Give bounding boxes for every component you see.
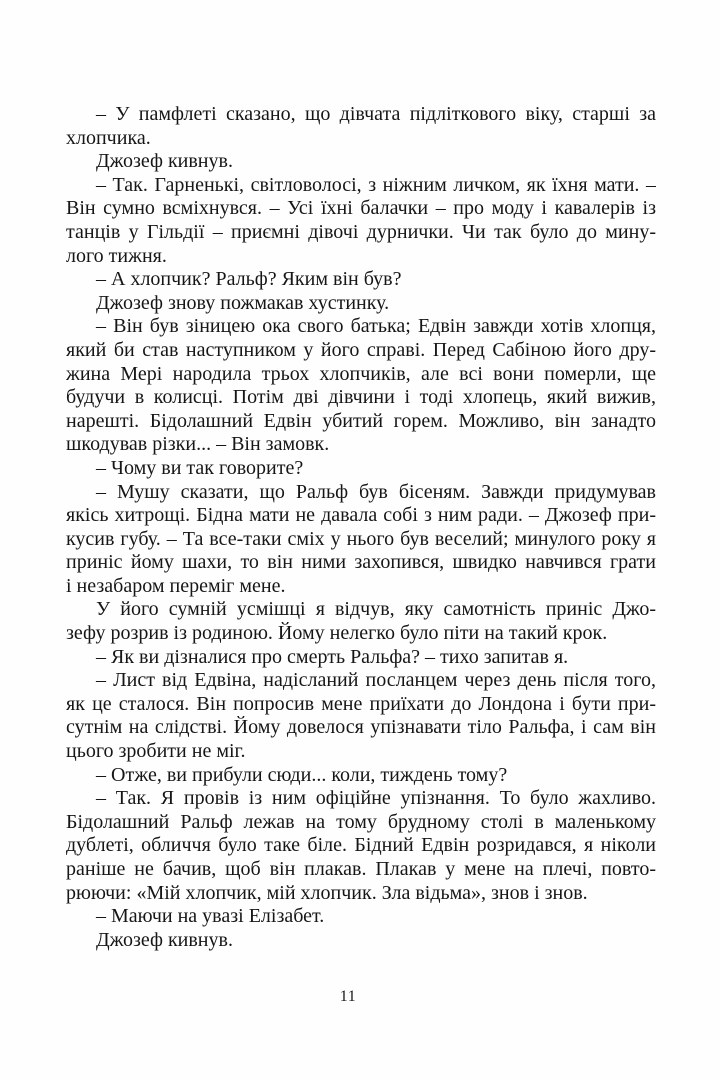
paragraph	[66, 315, 656, 457]
text-line: У його сумній усмішці я відчув, яку самотність приніс Джо-	[96, 598, 656, 621]
text-line: – Маючи на увазі Елізабет.	[96, 905, 325, 928]
paragraph	[66, 268, 656, 292]
text-line: – Чому ви так говорите?	[96, 456, 304, 479]
paragraph	[66, 669, 656, 763]
text-line: цього зробити не міг.	[66, 740, 246, 763]
text-line: кусив губу. – Та все-таки сміх у нього був веселий; минулого року я	[66, 527, 656, 550]
text-line: зефу розрив із родиною. Йому нелегко було піти на такий крок.	[66, 622, 608, 645]
text-line: Бідолашний Ральф лежав на тому брудному столі в маленькому	[66, 810, 656, 833]
text-line: Джозеф кивнув.	[96, 928, 233, 951]
text-line: – У памфлеті сказано, що дівчата підліткового віку, старші за	[96, 103, 656, 125]
paragraph	[66, 646, 656, 670]
text-line: – Як ви дізналися про смерть Ральфа? – тихо запитав я.	[96, 645, 569, 668]
text-line: сутнім на слідстві. Йому довелося упізнавати тіло Ральфа, і сам він	[66, 716, 656, 739]
paragraph	[66, 103, 656, 150]
text-block	[66, 103, 656, 952]
text-line: – Отже, ви прибули сюди... коли, тиждень тому?	[96, 763, 508, 786]
text-line: який би став наступником у його справі. Перед Сабіною його дру-	[66, 338, 656, 361]
text-line: Джозеф знову пожмакав хустинку.	[96, 291, 390, 314]
text-line: нарешті. Бідолашний Едвін убитий горем. Можливо, він занадто	[66, 409, 656, 432]
text-line: раніше не бачив, щоб він плакав. Плакав у мене на плечі, повто-	[66, 858, 656, 880]
text-line: будучи в колисці. Потім дві дівчини і тоді хлопець, який вижив,	[66, 386, 656, 409]
text-line: жина Мері народила трьох хлопчиків, але всі вони померли, ще	[66, 362, 656, 385]
paragraph	[66, 905, 656, 929]
paragraph	[66, 929, 656, 953]
text-line: лого тижня.	[66, 244, 167, 267]
paragraph	[66, 481, 656, 599]
paragraph	[66, 764, 656, 788]
text-line: – Лист від Едвіна, надісланий посланцем через день після того,	[96, 669, 656, 692]
paragraph	[66, 598, 656, 645]
text-line: – А хлопчик? Ральф? Яким він був?	[96, 268, 402, 291]
text-line: танців у Гільдії – приємні дівочі дурнички. Чи так було до мину-	[66, 220, 656, 243]
text-line: – Мушу сказати, що Ральф був бісеням. Завжди придумував	[96, 480, 656, 503]
text-line: шкодував різки... – Він замовк.	[66, 433, 330, 456]
text-line: Джозеф кивнув.	[96, 150, 233, 173]
paragraph	[66, 174, 656, 268]
text-line: – Він був зіницею ока свого батька; Едвін завжди хотів хлопця,	[96, 315, 656, 338]
paragraph	[66, 150, 656, 174]
text-line: якісь хитрощі. Бідна мати не давала собі з ним ради. – Джозеф при-	[66, 504, 656, 527]
text-line: хлопчика.	[66, 126, 151, 149]
text-line: – Так. Гарненькі, світловолосі, з ніжним личком, як їхня мати. –	[96, 173, 656, 196]
page-number: 11	[339, 988, 357, 1005]
text-line: рюючи: «Мій хлопчик, мій хлопчик. Зла відьма», знов і знов.	[66, 881, 588, 904]
paragraph	[66, 292, 656, 316]
paragraph	[66, 457, 656, 481]
text-line: приніс йому шахи, то він ними захопився, швидко навчився грати	[66, 551, 656, 574]
text-line: Він сумно всміхнувся. – Усі їхні балачки – про моду і кавалерів із	[66, 197, 656, 220]
text-line: дублеті, обличчя було таке біле. Бідний Едвін розридався, я ніколи	[66, 834, 656, 857]
text-line: – Так. Я провів із ним офіційне упізнання. То було жахливо.	[96, 787, 656, 810]
paragraph	[66, 787, 656, 905]
text-line: як це сталося. Він попросив мене приїхати до Лондона і бути при-	[66, 692, 656, 715]
text-line: і незабаром переміг мене.	[66, 574, 286, 597]
